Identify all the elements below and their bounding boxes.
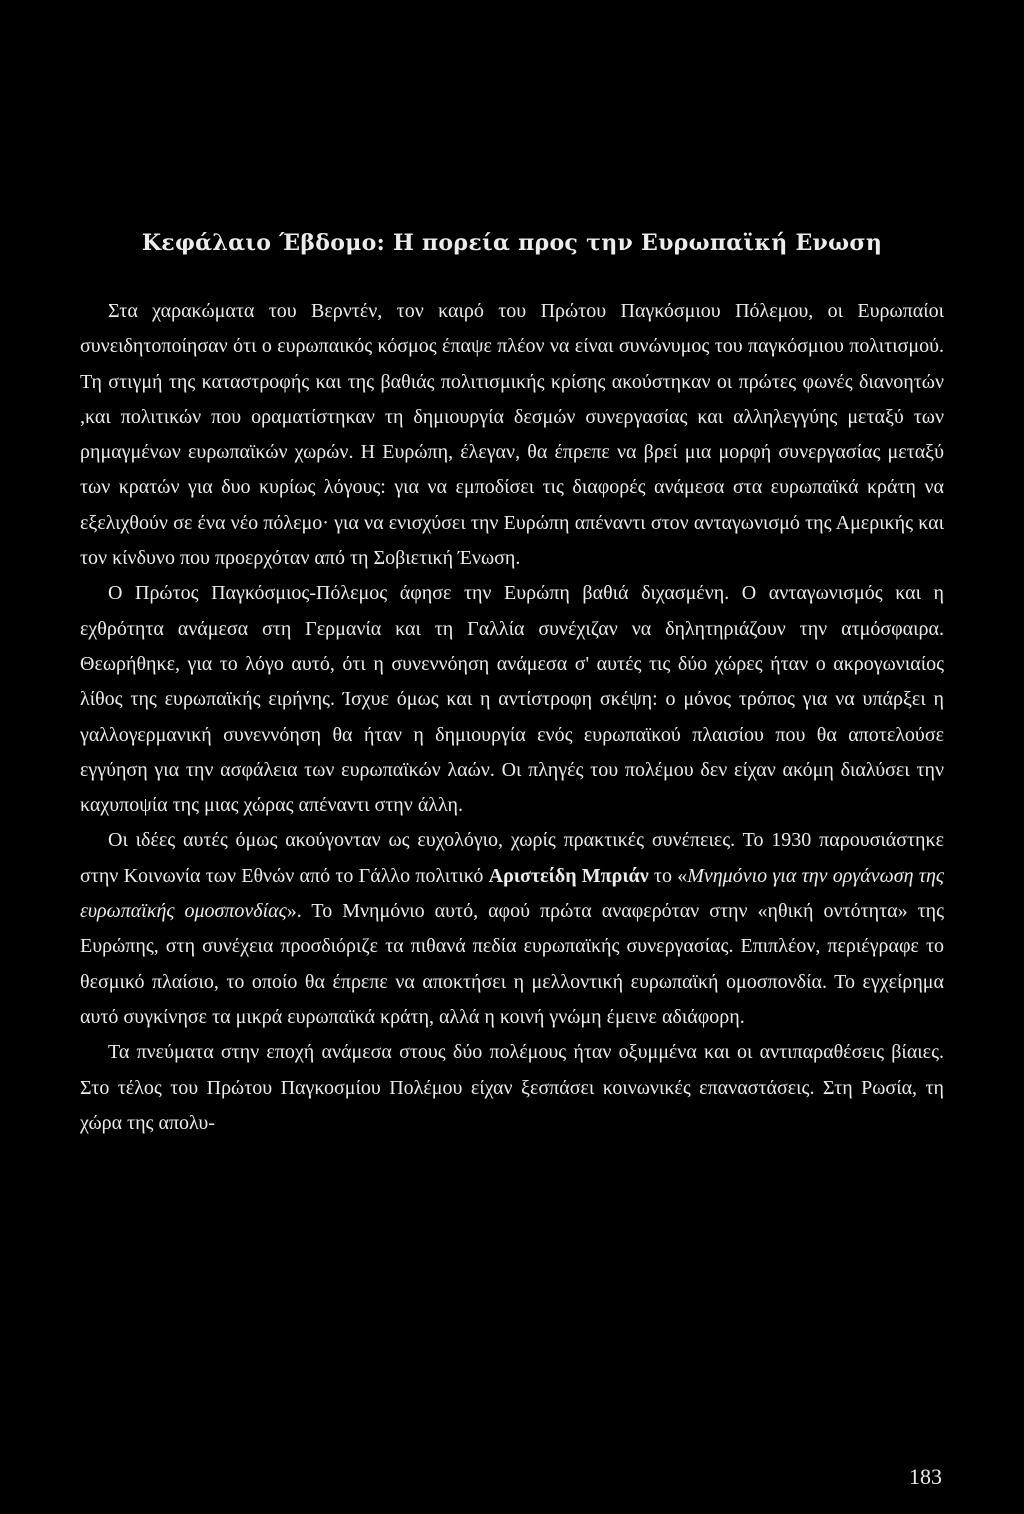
memorandum-title: Μνημόνιο για την οργάνωση της ευρωπαϊκής ομοσπονδίας [80, 864, 945, 923]
paragraph-2: Ο Πρώτος Παγκόσμιος-Πόλεμος άφησε την Ευρώπη βαθιά διχασμένη. Ο ανταγωνισμός και η εχθρότητα ανάμεσα στη Γερμανία και τη Γαλλία συνέχιζαν να δηλητηριάζουν την ατμόσφαιρα. Θεωρήθηκε, για το λόγο αυτό, ότι η συνεννόηση ανάμεσα σ' αυτές τις δύο χώρες ήταν ο ακρογωνιαίος λίθος της ευρωπαϊκής ειρήνης. Ίσχυε όμως και η αντίστροφη σκέψη: ο μόνος τρόπος για να υπάρξει η γαλλογερμανική συνεννόηση θα ήταν η δημιουργία ενός ευρωπαϊκού πλαισίου που θα αποτελούσε εγγύηση για την ασφάλεια των ευρωπαϊκών λαών. Οι πληγές του πολέμου δεν είχαν ακόμη διαλύσει την καχυποψία της μιας χώρας απέναντι στην άλλη. [80, 582, 944, 817]
paragraph-3-text-b: το « [648, 864, 688, 887]
paragraph-3-text-a: Οι ιδέες αυτές όμως ακούγονταν ως ευχολόγιο, χωρίς πρακτικές συνέπειες. Το 1930 παρουσιάστηκε στην Κοινωνία των Εθνών από το Γάλλο πολιτικό [80, 829, 944, 887]
person-name-briand: Αριστείδη Μπριάν [488, 864, 649, 887]
page-number: 183 [909, 1464, 942, 1489]
paragraph-1: Στα χαρακώματα του Βερντέν, τον καιρό του Πρώτου Παγκόσμιου Πόλεμου, οι Ευρωπαίοι συνειδητοποίησαν ότι ο ευρωπαικός κόσμος έπαψε πλέον να είναι συνώνυμος του παγκόσμιου πολιτισμού. Τη στιγμή της καταστροφής και της βαθιάς πολιτισμικής κρίσης ακούστηκαν οι πρώτες φωνές διανοητών ,και πολιτικών που οραματίστηκαν τη δημιουργία δεσμών συνεργασίας και αλληλεγγύης μεταξύ των ρημαγμένων ευρωπαϊκών χωρών. Η Ευρώπη, έλεγαν, θα έπρεπε να βρεί μια μορφή συνεργασίας μεταξύ των κρατών για δυο κυρίως λόγους: για να εμποδίσει τις διαφορές ανάμεσα στα ευρωπαϊκά κράτη να εξελιχθούν σε ένα νέο πόλεμο· για να ενισχύσει την Ευρώπη απέναντι στον ανταγωνισμό της Αμερικής και τον κίνδυνο που προερχόταν από τη Σοβιετική Ένωση. [80, 300, 944, 570]
chapter-title: Κεφάλαιο Έβδομο: Η πορεία προς την Ευρωπαϊκή Ενωση [141, 230, 883, 256]
document-page [80, 228, 944, 1141]
paragraph-3 [80, 823, 944, 1035]
paragraph-3-text-c: ». Το Μνημόνιο αυτό, αφού πρώτα αναφερόταν στην «ηθική οντότητα» της Ευρώπης, στη συνέχεια προσδιόριζε τα πιθανά πεδία ευρωπαϊκής συνεργασίας. Επιπλέον, περιέγραφε το θεσμικό πλαίσιο, το οποίο θα έπρεπε να αποκτήσει η μελλοντική ευρωπαϊκή ομοσπονδία. Το εγχείρημα αυτό συγκίνησε τα μικρά ευρωπαϊκά κράτη, αλλά η κοινή γνώμη έμεινε αδιάφορη. [80, 900, 944, 1028]
paragraph-4: Τα πνεύματα στην εποχή ανάμεσα στους δύο πολέμους ήταν οξυμμένα και οι αντιπαραθέσεις βίαιες. Στο τέλος του Πρώτου Παγκοσμίου Πολέμου είχαν ξεσπάσει κοινωνικές επαναστάσεις. Στη Ρωσία, τη χώρα της απολυ- [80, 1041, 944, 1134]
